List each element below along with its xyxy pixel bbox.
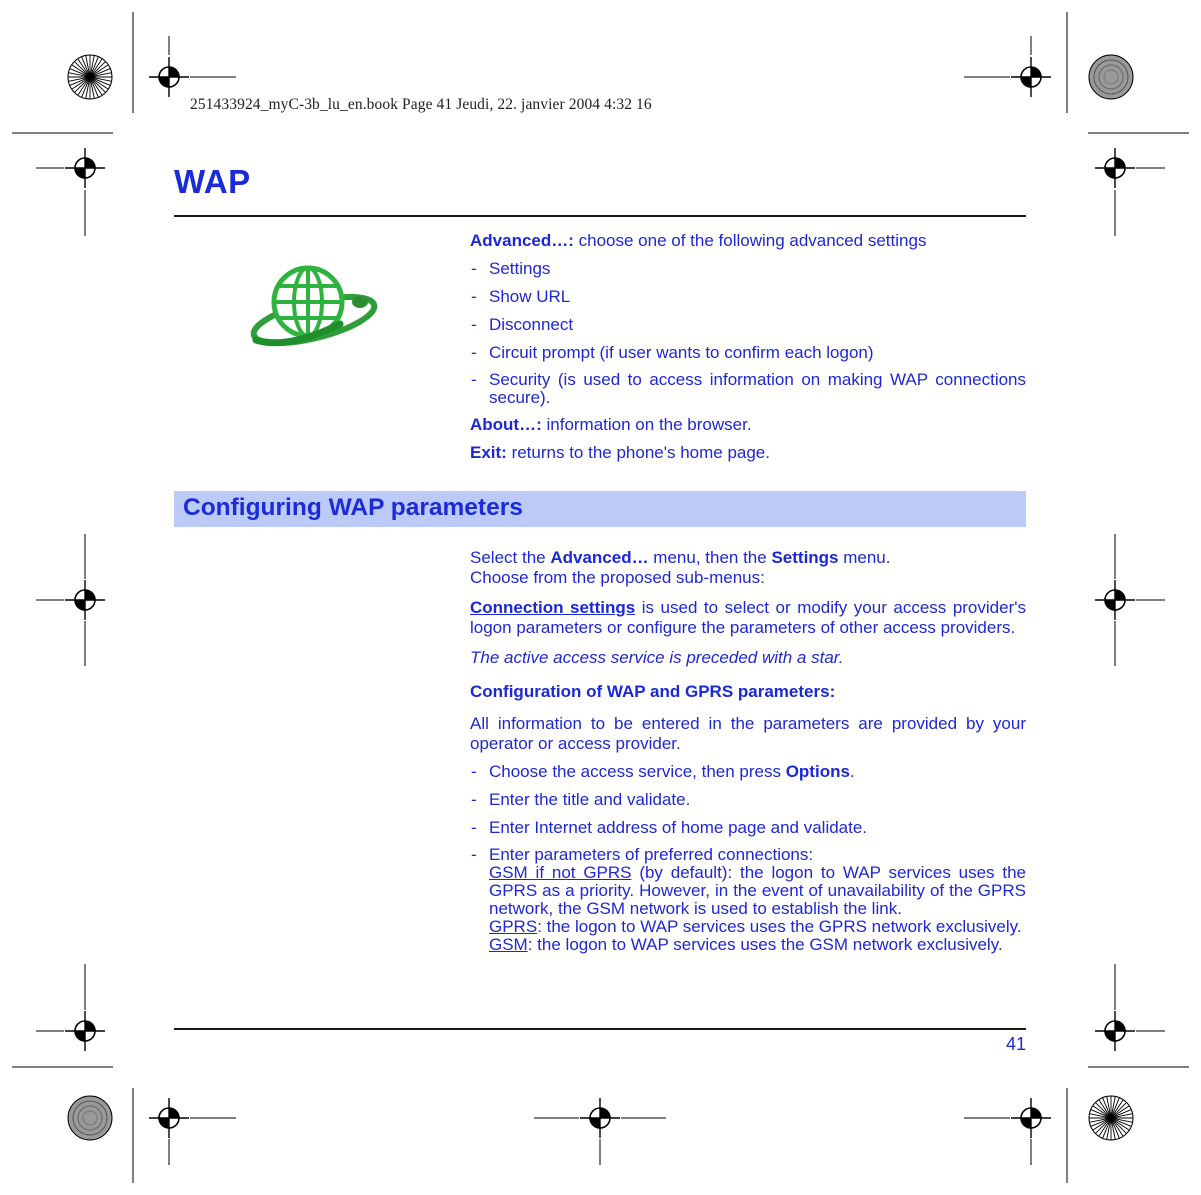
- list-item: - Disconnect: [470, 315, 1026, 335]
- bottom-rule: [174, 1028, 1026, 1030]
- list-item: - Circuit prompt (if user wants to confirm each logon): [470, 343, 1026, 363]
- wap-globe-icon: [248, 262, 378, 352]
- advanced-text: choose one of the following advanced settings: [573, 231, 927, 250]
- connection-settings-label: Connection settings: [470, 598, 636, 617]
- top-rule: [174, 215, 1026, 217]
- gsm-text: : the logon to WAP services uses the GSM network exclusively.: [527, 935, 1003, 954]
- advanced-list: [470, 259, 1026, 407]
- config-text: All information to be entered in the parameters are provided by your operator or access provider.: [470, 714, 1026, 753]
- connection-settings-text: is used to select or modify your access provider's logon parameters or configure the parameters of other access providers.: [470, 598, 1026, 637]
- gsm-label: GSM: [489, 935, 528, 954]
- list-item: - Enter the title and validate.: [470, 790, 1026, 810]
- advanced-block: [470, 231, 1026, 463]
- exit-label: Exit:: [470, 443, 507, 462]
- about-text: information on the browser.: [541, 415, 752, 434]
- options-label: Options: [785, 762, 850, 781]
- list-item: - Settings: [470, 259, 1026, 279]
- gprs-text: : the logon to WAP services uses the GPRS network exclusively.: [537, 917, 1022, 936]
- list-item: - Security (is used to access information on making WAP connections secure).: [470, 371, 1026, 407]
- gsm-if-not-gprs-desc: [489, 864, 1026, 918]
- print-header: 251433924_myC-3b_lu_en.book Page 41 Jeudi, 22. janvier 2004 4:32 16: [190, 96, 652, 113]
- configuring-block: [470, 548, 1026, 954]
- list-item: [470, 846, 1026, 954]
- gsm-if-not-gprs-label: GSM if not GPRS: [489, 863, 632, 882]
- gsm-if-not-gprs-text: (by default): the logon to WAP services uses the GPRS as a priority. However, in the event of unavailability of the GPRS network, the GSM network is used to establish the link.: [489, 863, 1026, 918]
- intro-settings: Settings: [771, 548, 839, 567]
- about-label: About…:: [470, 415, 542, 434]
- gprs-label: GPRS: [489, 917, 538, 936]
- step-text: .: [849, 762, 855, 781]
- gprs-desc: [489, 918, 1026, 936]
- step-text: Choose the access service, then press: [489, 762, 786, 781]
- list-item: - Show URL: [470, 287, 1026, 307]
- config-steps: [470, 762, 1026, 954]
- active-note: The active access service is preceded with a star.: [470, 648, 844, 667]
- intro-text: Select the: [470, 548, 551, 567]
- gsm-desc: [489, 936, 1026, 954]
- page-number: 41: [1005, 1034, 1026, 1054]
- exit-text: returns to the phone's home page.: [506, 443, 770, 462]
- list-item: [470, 762, 1026, 782]
- step-text: - Enter parameters of preferred connections:: [489, 845, 814, 864]
- intro-advanced: Advanced…: [550, 548, 649, 567]
- chapter-title: WAP: [174, 163, 251, 200]
- section-title: Configuring WAP parameters: [183, 494, 523, 521]
- advanced-label: Advanced…:: [470, 231, 574, 250]
- intro-line-2: Choose from the proposed sub-menus:: [470, 568, 765, 587]
- list-item: - Enter Internet address of home page and validate.: [470, 818, 1026, 838]
- intro-text: menu, then the: [648, 548, 772, 567]
- intro-text: menu.: [838, 548, 891, 567]
- config-heading: Configuration of WAP and GPRS parameters:: [470, 682, 836, 701]
